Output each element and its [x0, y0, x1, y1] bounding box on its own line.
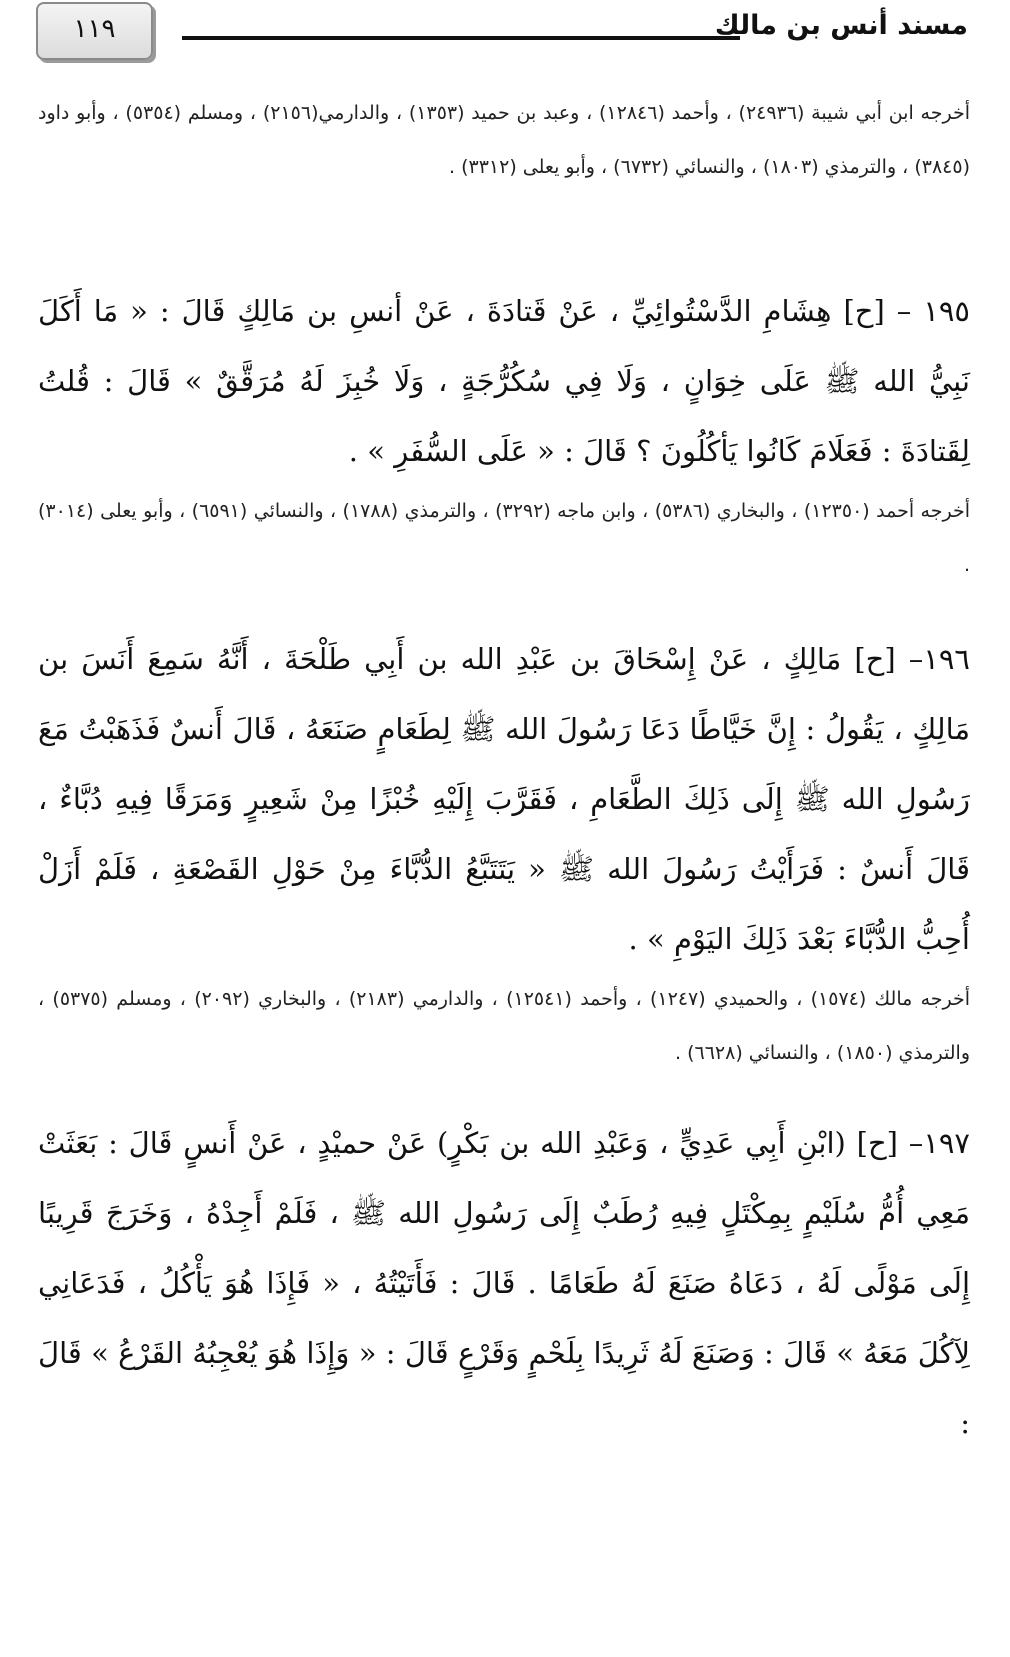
footnote-195: أخرجه أحمد (١٢٣٥٠) ، والبخاري (٥٣٨٦) ، وابن ماجه (٣٢٩٢) ، والترمذي (١٧٨٨) ، والنسائي (٦٥٩١) ، وأبو يعلى (٣٠١٤) .: [38, 500, 970, 576]
hadith-197: ١٩٧– [ح] (ابْنِ أَبِي عَدِيٍّ ، وَعَبْدِ الله بن بَكْرٍ) عَنْ حميْدٍ ، عَنْ أَنسٍ قَالَ : بَعَثَتْ مَعِي أُمُّ سُلَيْمٍ بِمِكْتَلٍ فِيهِ رُطَبٌ إِلَى رَسُولِ الله ﷺ ، فَلَمْ أَجِدْهُ ، وَخَرَجَ قَرِيبًا إِلَى مَوْلًى لَهُ ، دَعَاهُ صَنَعَ لَهُ طَعَامًا . قَالَ : فَأَتَيْتُهُ ، « فَإِذَا هُوَ يَأْكُلُ ، فَدَعَانِي لِآكُلَ مَعَهُ » قَالَ : وَصَنَعَ لَهُ ثَرِيدًا بِلَحْمٍ وَقَرْعٍ قَالَ : « وَإِذَا هُوَ يُعْجِبُهُ القَرْعُ » قَالَ :: [38, 1126, 970, 1440]
footnote-top: أخرجه ابن أبي شيبة (٢٤٩٣٦) ، وأحمد (١٢٨٤٦) ، وعبد بن حميد (١٣٥٣) ، والدارمي(٢١٥٦) ، ومسلم (٥٣٥٤) ، وأبو داود (٣٨٤٥) ، والترمذي (١٨٠٣) ، والنسائي (٦٧٣٢) ، وأبو يعلى (٣٣١٢) .: [38, 102, 970, 178]
hadith-196: ١٩٦– [ح] مَالِكٍ ، عَنْ إِسْحَاقَ بن عَبْدِ الله بن أَبِي طَلْحَةَ ، أَنَّهُ سَمِعَ أَنَسَ بن مَالِكٍ ، يَقُولُ : إِنَّ خَيَّاطًا دَعَا رَسُولَ الله ﷺ لِطَعَامٍ صَنَعَهُ ، قَالَ أَنسٌ فَذَهَبْتُ مَعَ رَسُولِ الله ﷺ إِلَى ذَلِكَ الطَّعَامِ ، فَقَرَّبَ إِلَيْهِ خُبْزًا مِنْ شَعِيرٍ وَمَرَقًا فِيهِ دُبَّاءٌ ، قَالَ أَنسٌ : فَرَأَيْتُ رَسُولَ الله ﷺ « يَتَتَبَّعُ الدُّبَّاءَ مِنْ حَوْلِ القَصْعَةِ ، فَلَمْ أَزَلْ أُحِبُّ الدُّبَّاءَ بَعْدَ ذَلِكَ اليَوْمِ » .: [38, 642, 970, 956]
footnote-196: أخرجه مالك (١٥٧٤) ، والحميدي (١٢٤٧) ، وأحمد (١٢٥٤١) ، والدارمي (٢١٨٣) ، والبخاري (٢٠٩٢) ، ومسلم (٥٣٧٥) ، والترمذي (١٨٥٠) ، والنسائي (٦٦٢٨) .: [38, 988, 971, 1064]
header-double-rule: [182, 36, 740, 40]
page-number-badge: [36, 2, 153, 60]
hadith-195: ١٩٥ – [ح] هِشَامِ الدَّسْتُوائِيِّ ، عَنْ قَتادَةَ ، عَنْ أنسِ بن مَالِكٍ قَالَ : « مَا أَكَلَ نَبِيُّ الله ﷺ عَلَى خِوَانٍ ، وَلَا فِي سُكُرُّجَةٍ ، وَلَا خُبِزَ لَهُ مُرَقَّقٌ » قَالَ : قُلتُ لِقَتادَةَ : فَعَلَامَ كَانُوا يَأكُلُونَ ؟ قَالَ : « عَلَى السُّفَرِ » .: [38, 294, 970, 468]
book-title: مسند أنس بن مالك: [714, 10, 968, 41]
page-number: ١١٩: [73, 14, 116, 44]
page-header: [0, 0, 1010, 70]
